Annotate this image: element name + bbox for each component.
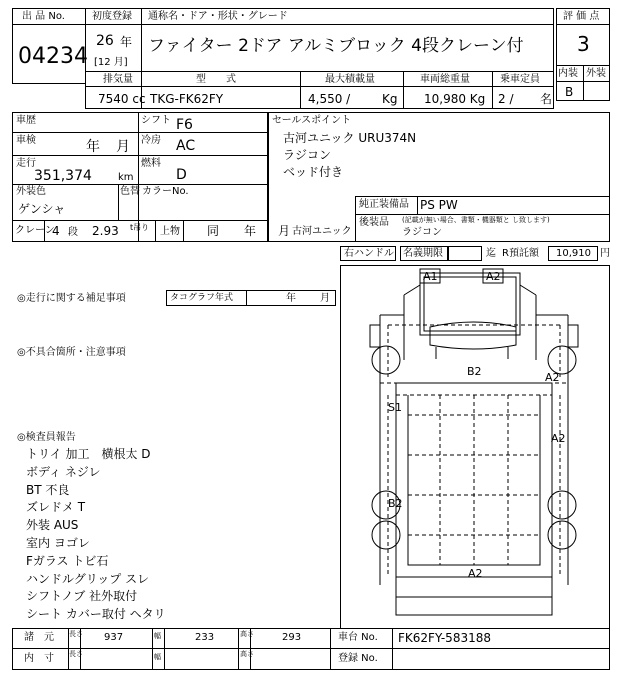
score-label: 評 価 点 [563, 11, 600, 22]
body-maker: 古河ユニック [292, 226, 352, 237]
length-label: 長さ [69, 630, 83, 638]
aftermarket: ラジコン [402, 227, 442, 238]
damage-label: A2 [545, 371, 560, 384]
rhd: 右ハンドル [344, 248, 394, 259]
displacement: 7540 cc [98, 92, 146, 106]
damage-diagram [340, 265, 610, 629]
inner-label: 内 寸 [24, 653, 54, 664]
color-no-label: 色替 [120, 186, 140, 197]
interior-grade: B [565, 85, 574, 99]
crane-stages: 4 [52, 224, 60, 238]
inspector-note: Fガラス トビ石 [26, 553, 109, 568]
inner-width-label: 幅 [154, 653, 161, 661]
first-reg-year: 26 [96, 33, 114, 49]
color-code-label: カラーNo. [142, 186, 189, 197]
inspection-year-unit: 年 [86, 139, 100, 155]
history-label: 車歴 [16, 115, 36, 126]
dims-label: 諸 元 [24, 632, 54, 643]
crane-lift: 2.93 [92, 224, 119, 238]
width: 233 [195, 632, 215, 643]
inspector-note: 室内 ヨゴレ [26, 535, 90, 550]
color-label: 外装色 [16, 186, 46, 197]
inspection-month-unit: 月 [116, 139, 130, 155]
supplement-label: ◎走行に関する補足事項 [17, 293, 126, 304]
mileage-unit: km [118, 172, 134, 183]
inspector-notes [26, 446, 166, 624]
displacement-label: 排気量 [103, 74, 133, 85]
model: TKG-FK62FY [150, 92, 224, 106]
chassis-label: 車台 No. [338, 632, 378, 643]
inspector-note: 外装 AUS [26, 518, 79, 533]
defects-label: ◎不具合箇所・注意事項 [17, 347, 126, 358]
score: 3 [577, 32, 590, 56]
name-label: 通称名・ドア・形状・グレード [148, 11, 288, 22]
damage-label: B2 [467, 365, 482, 378]
height: 293 [282, 632, 302, 643]
mileage-label: 走行 [16, 158, 36, 169]
max-load-label: 最大積載量 [325, 74, 375, 85]
lot-no-label: 出 品 No. [22, 11, 65, 22]
chassis: FK62FY-583188 [398, 631, 491, 645]
body-month-unit: 月 [278, 224, 291, 238]
sales-points [283, 130, 416, 181]
spec-label-row [85, 71, 554, 87]
max-load: 4,550 / [308, 92, 351, 106]
reg-no-label: 登録 No. [338, 653, 378, 664]
equipment-label: 純正装備品 [359, 199, 409, 210]
aftermarket-note: (記載が無い場合、書類・機器類と し致します) [402, 216, 550, 224]
inspector-note: ハンドルグリップ スレ [26, 571, 150, 586]
capacity-unit: 名 [540, 92, 553, 106]
inspector-note: トリイ 加工 横根太 D [26, 447, 151, 461]
crane-label: クレーン [15, 225, 55, 236]
capacity: 2 / [498, 92, 514, 106]
fuel: D [176, 167, 187, 183]
capacity-label: 乗車定員 [500, 74, 540, 85]
first-reg-month: [12 月] [94, 57, 128, 68]
sales-point: ベッド付き [283, 165, 344, 179]
expiry-label: 迄 [486, 248, 496, 259]
first-reg-label: 初度登録 [92, 11, 132, 22]
model-label: 型 式 [196, 74, 236, 85]
aircon-label: 冷房 [141, 135, 161, 146]
color: ゲンシャ [18, 202, 66, 216]
inspector-note: シート カバー取付 ヘタリ [26, 607, 166, 622]
vehicle-name: ファイター 2ドア アルミブロック 4段クレーン付 [148, 36, 524, 56]
tacho-year-unit: 年 [286, 293, 296, 304]
body-label: 上物 [160, 226, 180, 237]
mileage: 351,374 [34, 168, 92, 184]
inspector-note: BT 不良 [26, 482, 70, 497]
recycle-label: R預託額 [502, 248, 539, 259]
inspector-label: ◎検査員報告 [17, 432, 76, 443]
damage-label: S1 [388, 401, 402, 414]
shift-label: シフト [141, 115, 171, 126]
equipment: PS PW [420, 198, 458, 212]
width-label: 幅 [154, 632, 161, 640]
crane-stage-unit: 段 [68, 227, 78, 238]
aftermarket-label: 後装品 [359, 217, 389, 228]
gross-weight: 10,980 Kg [424, 92, 486, 106]
sales-point: ラジコン [283, 148, 332, 162]
name-change-label: 名義期限 [403, 248, 443, 259]
inspector-note: シフトノブ 社外取付 [26, 589, 138, 604]
recycle-fee: 10,910 [556, 248, 591, 259]
height-label: 高さ [240, 630, 254, 638]
aircon: AC [176, 138, 196, 154]
max-load-unit: Kg [382, 92, 398, 106]
gross-weight-label: 車両総重量 [420, 74, 470, 85]
first-reg-year-unit: 年 [120, 35, 133, 49]
shift: F6 [176, 117, 193, 133]
fuel-label: 燃料 [141, 158, 161, 169]
inner-length-label: 長さ [69, 650, 83, 658]
inner-height-label: 高さ [240, 650, 254, 658]
tacho-label: タコグラフ年式 [170, 293, 234, 303]
body-year-unit: 年 [244, 224, 257, 238]
damage-label: A2 [468, 567, 483, 580]
body-same: 同 [207, 224, 220, 238]
tacho-month-unit: 月 [320, 293, 330, 304]
damage-label: A2 [486, 270, 501, 283]
lot-no: 04234 [18, 44, 88, 69]
damage-label: A1 [423, 270, 438, 283]
sales-point: 古河ユニック URU374N [283, 131, 417, 145]
interior-label: 内装 [558, 68, 578, 79]
inspection-label: 車検 [16, 135, 36, 146]
footer-block [12, 628, 610, 670]
crane-lift-unit: t吊り [130, 223, 150, 232]
inspector-note: ボディ ネジレ [26, 464, 101, 479]
sales-label: セールスポイント [272, 115, 352, 126]
length: 937 [104, 632, 124, 643]
damage-label: A2 [551, 432, 566, 445]
damage-label: B2 [388, 497, 403, 510]
exterior-label: 外装 [586, 68, 606, 79]
inspector-note: ズレドメ T [26, 500, 86, 515]
recycle-fee-unit: 円 [600, 248, 610, 259]
